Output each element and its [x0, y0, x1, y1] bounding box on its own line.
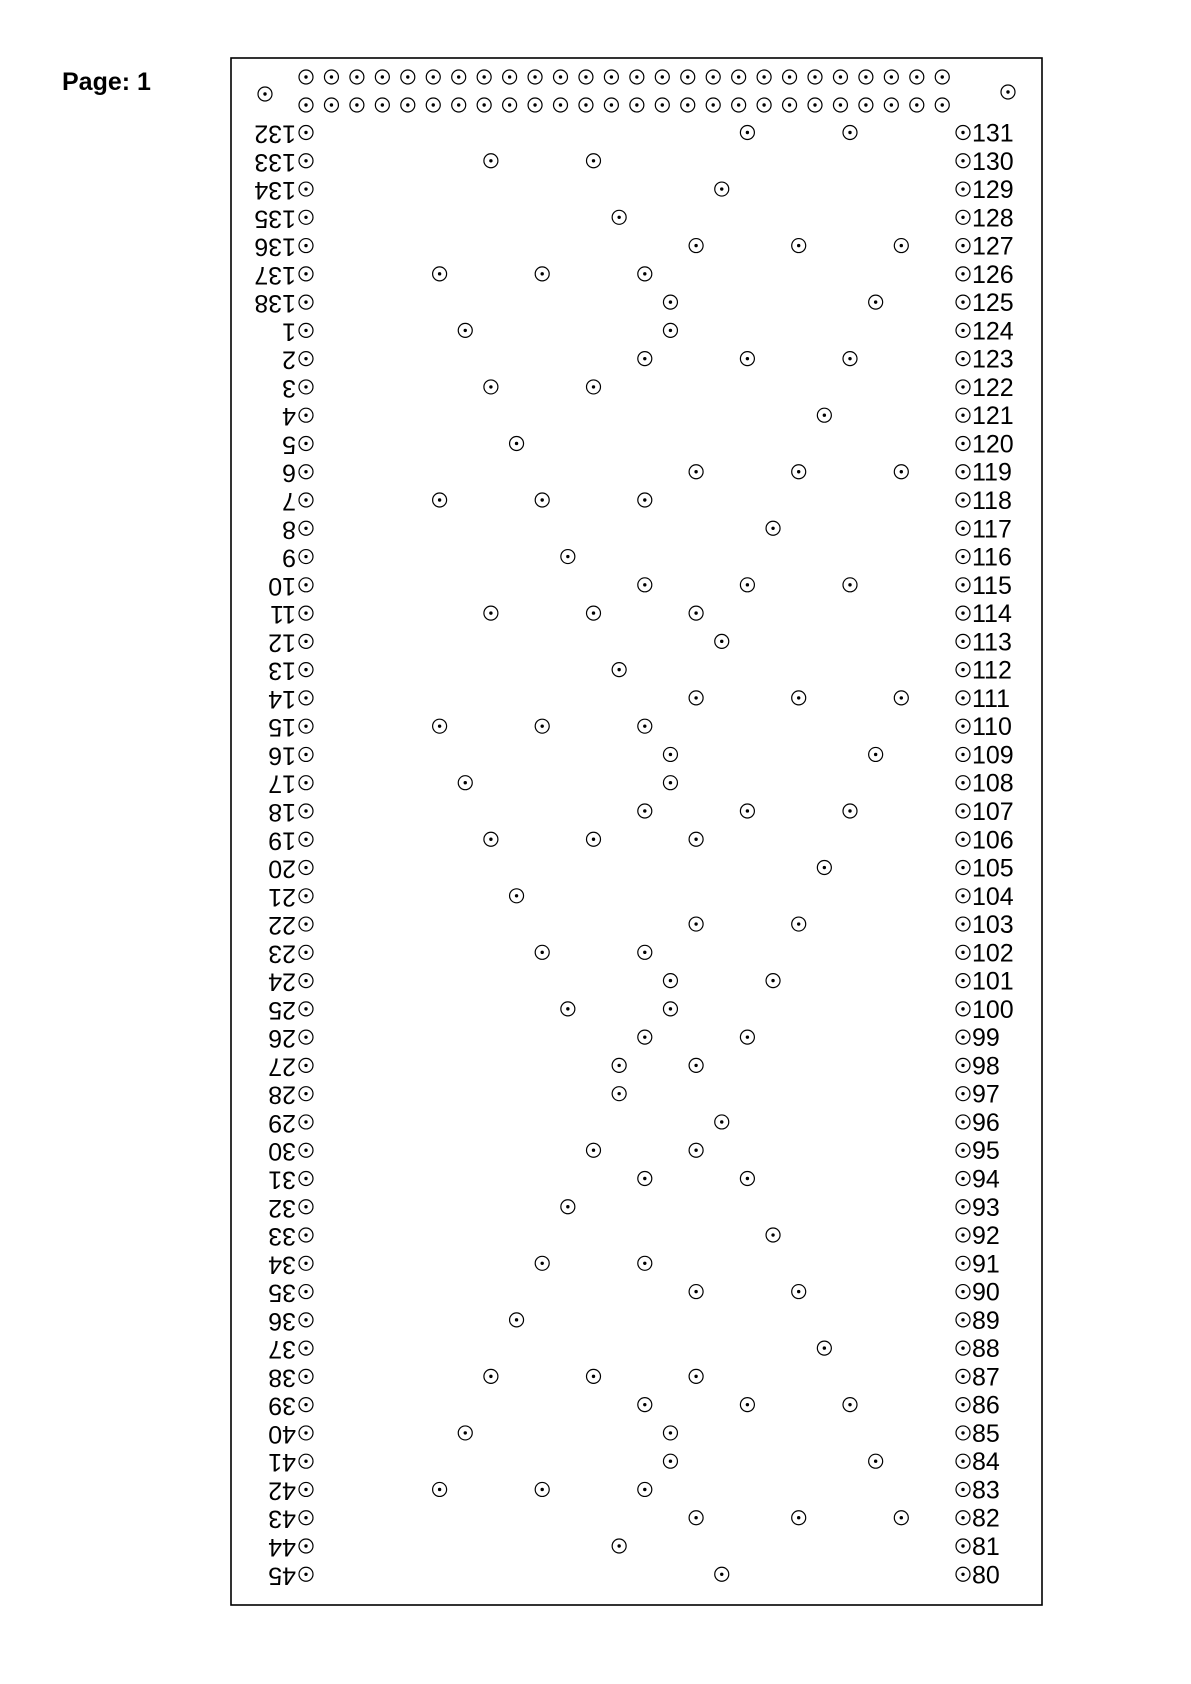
left-pin-label: 44 [268, 1533, 296, 1561]
left-pin-label: 134 [254, 176, 296, 205]
right-pin-label: 97 [972, 1080, 1000, 1109]
left-pin-label: 11 [270, 600, 296, 629]
left-pin-label: 4 [282, 402, 296, 431]
left-pin-label: 132 [254, 119, 296, 148]
right-pin-label: 119 [972, 458, 1012, 487]
right-pin-label: 94 [972, 1165, 1000, 1194]
left-pin-label: 38 [268, 1363, 296, 1392]
right-pin-label: 84 [972, 1448, 1000, 1477]
left-pin-label: 27 [268, 1052, 296, 1081]
right-pin-label: 86 [972, 1391, 1000, 1420]
left-pin-label: 16 [268, 741, 296, 770]
right-pin-label: 124 [972, 317, 1014, 346]
board-outline [231, 58, 1042, 1605]
right-pin-label: 107 [972, 797, 1014, 826]
right-pin-label: 82 [972, 1504, 1000, 1533]
right-pin-label: 87 [972, 1363, 1000, 1392]
left-pin-label: 9 [282, 543, 296, 572]
right-pin-label: 127 [972, 232, 1014, 261]
right-pin-label: 105 [972, 854, 1014, 883]
left-pin-label: 138 [254, 289, 296, 318]
right-pin-label: 108 [972, 769, 1014, 798]
left-pin-label: 2 [282, 345, 296, 374]
left-pin-label: 133 [254, 147, 296, 176]
left-pin-label: 25 [268, 995, 296, 1024]
right-pin-label: 89 [972, 1306, 1000, 1335]
right-pin-label: 117 [972, 515, 1012, 544]
left-pin-label: 39 [268, 1391, 296, 1420]
left-pin-label: 28 [268, 1080, 296, 1109]
left-pin-label: 15 [268, 713, 296, 742]
right-pin-label: 122 [972, 373, 1014, 402]
right-pin-label: 88 [972, 1335, 1000, 1364]
left-pin-label: 24 [268, 967, 296, 996]
right-pin-label: 80 [972, 1561, 1000, 1590]
right-pin-label: 81 [972, 1533, 1000, 1561]
left-pin-label: 32 [268, 1193, 296, 1222]
left-pin-label: 29 [268, 1108, 296, 1137]
right-pin-label: 110 [972, 713, 1012, 742]
right-pin-label: 129 [972, 176, 1014, 205]
left-pin-label: 3 [282, 373, 296, 402]
right-pin-label: 83 [972, 1476, 1000, 1505]
right-pin-label: 85 [972, 1419, 1000, 1448]
left-pin-label: 35 [268, 1278, 296, 1307]
right-pin-label: 123 [972, 345, 1014, 374]
right-pin-label: 99 [972, 1024, 1000, 1053]
left-pin-label: 40 [268, 1419, 296, 1448]
left-pin-label: 21 [268, 882, 296, 911]
left-pin-label: 1 [282, 317, 296, 346]
left-pin-label: 23 [268, 939, 296, 968]
right-pin-label: 131 [972, 119, 1014, 148]
right-pin-label: 106 [972, 826, 1014, 855]
left-pin-label: 36 [268, 1306, 296, 1335]
right-pin-label: 90 [972, 1278, 1000, 1307]
page-title: Page: 1 [62, 68, 151, 96]
right-pin-label: 102 [972, 939, 1014, 968]
left-pin-label: 45 [268, 1561, 296, 1590]
right-pin-label: 98 [972, 1052, 1000, 1081]
right-pin-label: 109 [972, 741, 1014, 770]
left-pin-label: 33 [268, 1222, 296, 1251]
left-pin-label: 137 [254, 260, 296, 289]
left-pin-label: 17 [268, 769, 296, 798]
right-pin-label: 125 [972, 289, 1014, 318]
left-pin-label: 10 [268, 571, 296, 600]
left-pin-label: 135 [254, 204, 296, 233]
right-pin-label: 101 [972, 967, 1014, 996]
left-pin-label: 30 [268, 1137, 296, 1166]
right-pin-label: 103 [972, 911, 1014, 940]
left-pin-label: 42 [268, 1476, 296, 1505]
right-pin-label: 126 [972, 260, 1014, 289]
left-pin-label: 43 [268, 1504, 296, 1533]
right-pin-label: 96 [972, 1108, 1000, 1137]
right-pin-label: 116 [972, 543, 1012, 572]
right-pin-label: 100 [972, 995, 1014, 1024]
right-pin-label: 121 [972, 402, 1014, 431]
left-pin-label: 13 [268, 656, 296, 685]
left-pin-label: 12 [268, 628, 296, 657]
left-pin-label: 26 [268, 1024, 296, 1053]
left-pin-label: 136 [254, 232, 296, 261]
right-pin-label: 91 [972, 1250, 1000, 1279]
right-pin-label: 112 [972, 656, 1012, 685]
right-pin-label: 130 [972, 147, 1014, 176]
left-pin-label: 34 [268, 1250, 296, 1279]
right-pin-label: 114 [972, 600, 1012, 629]
left-pin-label: 22 [268, 911, 296, 940]
left-pin-label: 14 [268, 684, 296, 713]
right-pin-label: 111 [972, 684, 1011, 713]
left-pin-label: 6 [282, 458, 296, 487]
left-pin-label: 7 [282, 487, 296, 516]
left-pin-label: 31 [268, 1165, 296, 1194]
left-pin-label: 37 [268, 1335, 296, 1364]
right-pin-label: 120 [972, 430, 1014, 459]
right-pin-label: 104 [972, 882, 1014, 911]
right-pin-label: 92 [972, 1222, 1000, 1251]
left-pin-label: 20 [268, 854, 296, 883]
left-pin-label: 8 [282, 515, 296, 544]
right-pin-label: 118 [972, 487, 1012, 516]
left-pin-label: 18 [268, 797, 296, 826]
left-pin-label: 19 [268, 826, 296, 855]
left-pin-label: 5 [282, 430, 296, 459]
right-pin-label: 113 [972, 628, 1012, 657]
right-pin-label: 115 [972, 571, 1012, 600]
left-pin-label: 41 [268, 1448, 296, 1477]
right-pin-label: 95 [972, 1137, 1000, 1166]
right-pin-label: 128 [972, 204, 1014, 233]
right-pin-label: 93 [972, 1193, 1000, 1222]
